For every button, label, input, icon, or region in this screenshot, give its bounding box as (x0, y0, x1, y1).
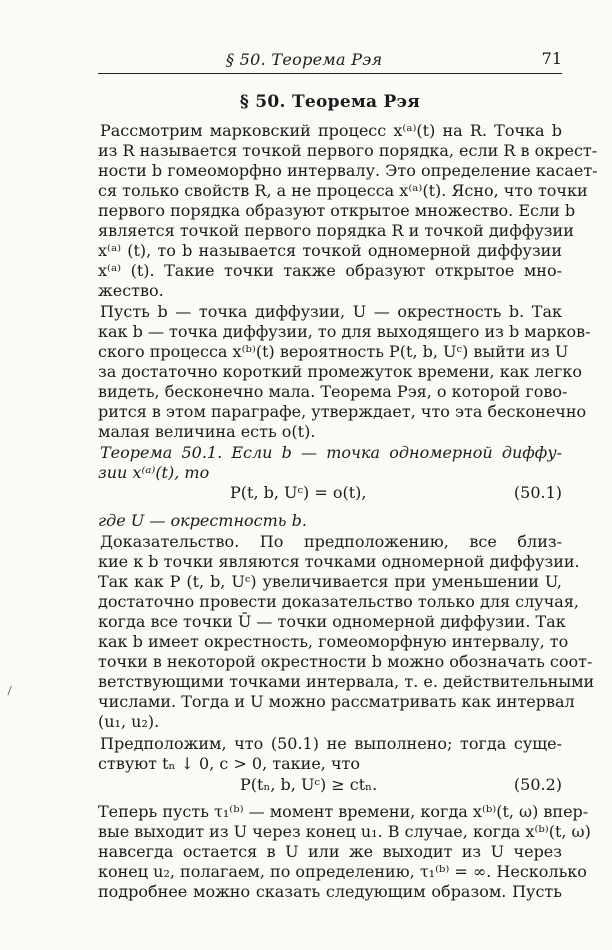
paragraph-line: вые выходит из U через конец u₁. В случае, когда x⁽ᵇ⁾(t, ω) (98, 822, 591, 841)
section-title: § 50. Теорема Рэя (239, 92, 421, 112)
theorem-line: где U — окрестность b. (98, 511, 307, 530)
paragraph-line: как b — точка диффузии, то для выходящего из b марков- (98, 322, 591, 341)
running-header: § 50. Теорема Рэя (226, 50, 383, 69)
theorem-line: зии x⁽ᵃ⁾(t), то (98, 463, 210, 482)
paragraph-line: точки в некоторой окрестности b можно обозначать соот- (98, 652, 593, 671)
paragraph-line: числами. Тогда и U можно рассматривать как интервал (98, 692, 575, 711)
paragraph-line: является точкой первого порядка R и точкой диффузии (98, 221, 574, 240)
paragraph-line: за достаточно короткий промежуток времени, как легко (98, 362, 582, 381)
paragraph-line: малая величина есть o(t). (98, 422, 316, 441)
paragraph-line: x⁽ᵃ⁾ (t). Такие точки также образуют открытое мно- (98, 261, 562, 280)
theorem-line: Теорема 50.1. Если b — точка одномерной диффу- (100, 443, 562, 462)
paragraph-line: рится в этом параграфе, утверждает, что эта бесконечно (98, 402, 587, 421)
paragraph-line: кие к b точки являются точками одномерной диффузии. (98, 552, 580, 571)
paragraph-line: подробнее можно сказать следующим образом. Пусть (98, 882, 562, 901)
paragraph-line: ся только свойств R, а не процесса x⁽ᵃ⁾(t). Ясно, что точки (98, 181, 588, 200)
paragraph-line: первого порядка образуют открытое множество. Если b (98, 201, 576, 220)
paragraph-line: ности b гомеоморфно интервалу. Это определение касает- (98, 161, 598, 180)
paragraph-line: Предположим, что (50.1) не выполнено; тогда суще- (100, 734, 562, 753)
paragraph-line: ветствующими точками интервала, т. е. действительными (98, 672, 595, 691)
formula-50-1 (98, 481, 562, 505)
formula-expression: P(tₙ, b, Uᶜ) ≥ ctₙ. (240, 775, 378, 794)
paragraph-line: Так как P (t, b, Uᶜ) увеличивается при уменьшении U, (98, 572, 562, 591)
paragraph-line: ствуют tₙ ↓ 0, c > 0, такие, что (98, 754, 361, 773)
paragraph-line: (u₁, u₂). (98, 712, 160, 731)
paragraph-line: Рассмотрим марковский процесс x⁽ᵃ⁾(t) на R. Точка b (100, 121, 562, 140)
paragraph-line: видеть, бесконечно мала. Теорема Рэя, о которой гово- (98, 382, 568, 401)
paragraph-line: Теперь пусть τ₁⁽ᵇ⁾ — момент времени, когда x⁽ᵇ⁾(t, ω) впер- (98, 802, 589, 821)
paragraph-line: конец u₂, полагаем, по определению, τ₁⁽ᵇ⁾ = ∞. Несколько (98, 862, 587, 881)
paragraph-line: достаточно провести доказательство только для случая, (98, 592, 579, 611)
paragraph-line: как b имеет окрестность, гомеоморфную интервалу, то (98, 632, 569, 651)
equation-number: (50.2) (513, 775, 562, 794)
paragraph-line: жество. (98, 281, 164, 300)
paragraph-line: ского процесса x⁽ᵇ⁾(t) вероятность P(t, b, Uᶜ) выйти из U (98, 342, 569, 361)
header-rule (98, 73, 562, 74)
equation-number: (50.1) (513, 483, 562, 502)
paragraph-line: Доказательство. По предположению, все близ- (100, 532, 562, 551)
margin-mark (7, 686, 13, 696)
formula-expression: P(t, b, Uᶜ) = o(t), (230, 483, 367, 502)
paragraph-line: навсегда остается в U или же выходит из U через (98, 842, 562, 861)
page-number: 71 (541, 49, 562, 68)
paragraph-line: когда все точки Ū — точки одномерной диффузии. Так (98, 612, 566, 631)
formula-50-2 (98, 773, 562, 797)
paragraph-line: из R называется точкой первого порядка, если R в окрест- (98, 141, 598, 160)
paragraph-line: Пусть b — точка диффузии, U — окрестность b. Так (100, 302, 562, 321)
paragraph-line: x⁽ᵃ⁾ (t), то b называется точкой одномерной диффузии (98, 241, 562, 260)
